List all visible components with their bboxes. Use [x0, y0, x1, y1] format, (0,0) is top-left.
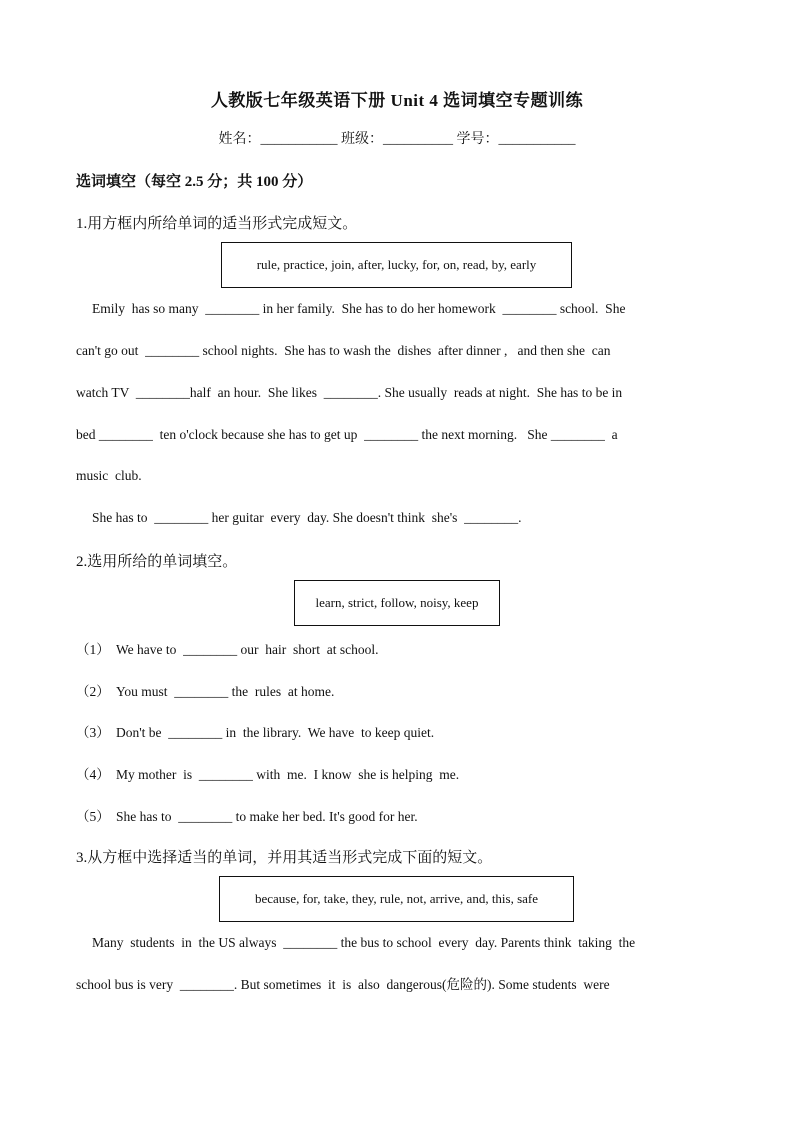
- q3-heading: 3.从方框中选择适当的单词，并用其适当形式完成下面的短文。: [76, 850, 493, 866]
- student-info-line: [0, 128, 794, 148]
- q2-item-4: [76, 763, 459, 783]
- q2-heading: 2.选用所给的单词填空。: [76, 554, 238, 570]
- q3-line-2: school bus is very ________. But sometimes it is also dangerous(危险的). Some students were: [76, 977, 610, 992]
- q1-word-box: [221, 242, 572, 288]
- q2-item-number: （4）: [76, 767, 110, 782]
- name-blank: ___________: [260, 132, 338, 147]
- q1-line-4: bed ________ ten o'clock because she has to get up ________ the next morning. She ________ a: [76, 427, 618, 442]
- page-title: 人教版七年级英语下册 Unit 4 选词填空专题训练: [210, 91, 584, 110]
- q1-line-3: watch TV ________half an hour. She likes ________. She usually reads at night. She has to be in: [76, 385, 623, 400]
- number-blank: ___________: [498, 132, 576, 147]
- class-blank: __________: [383, 132, 453, 147]
- q1-line-5: music club.: [76, 468, 142, 483]
- q3-word-list: because, for, take, they, rule, not, arrive, and, this, safe: [254, 891, 539, 906]
- q1-line-1: Emily has so many ________ in her family. She has to do her homework ________ school. She: [92, 301, 626, 316]
- q2-item-5: [76, 805, 418, 825]
- q2-item-text: My mother is ________ with me. I know she is helping me.: [116, 767, 460, 782]
- q2-item-text: Don't be ________ in the library. We have to keep quiet.: [116, 725, 435, 740]
- q2-item-text: We have to ________ our hair short at school.: [116, 642, 379, 657]
- class-label: 班级：: [341, 132, 383, 147]
- q2-word-box: [294, 580, 500, 626]
- q2-item-number: （1）: [76, 642, 110, 657]
- q2-item-number: （3）: [76, 725, 110, 740]
- q2-word-list: learn, strict, follow, noisy, keep: [315, 595, 479, 610]
- q2-item-text: You must ________ the rules at home.: [116, 684, 335, 699]
- q2-item-2: [76, 680, 334, 700]
- q1-word-list: rule, practice, join, after, lucky, for, on, read, by, early: [256, 257, 537, 272]
- q1-heading: 1.用方框内所给单词的适当形式完成短文。: [76, 216, 358, 232]
- section-heading: 选词填空（每空 2.5 分；共 100 分）: [76, 174, 313, 190]
- q2-item-3: [76, 721, 434, 741]
- q2-item-number: （2）: [76, 684, 110, 699]
- q2-item-number: （5）: [76, 809, 110, 824]
- q1-line-2: can't go out ________ school nights. She has to wash the dishes after dinner , and then she can: [76, 343, 611, 358]
- q1-line-6: She has to ________ her guitar every day. She doesn't think she's ________.: [92, 510, 522, 525]
- number-label: 学号：: [456, 132, 499, 147]
- q2-item-1: [76, 638, 379, 658]
- name-label: 姓名：: [218, 132, 261, 147]
- q2-item-text: She has to ________ to make her bed. It's good for her.: [116, 809, 418, 824]
- q3-word-box: [219, 876, 574, 922]
- q3-line-1: Many students in the US always ________ the bus to school every day. Parents think taking the: [92, 935, 636, 950]
